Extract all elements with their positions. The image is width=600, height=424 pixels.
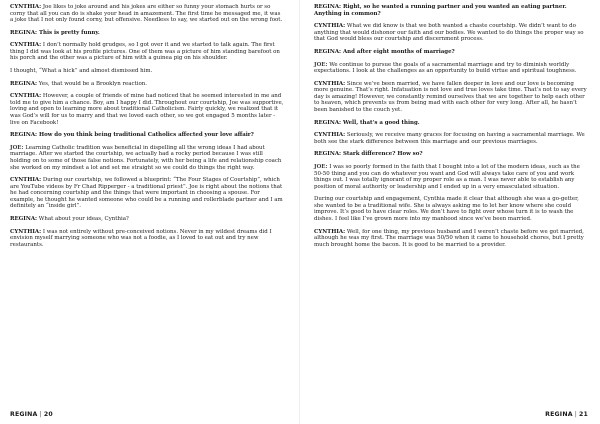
interview-paragraph [10,132,284,139]
paragraph-text: Joe likes to joke around and his jokes are either so funny your stomach hurts or so corny that all you can do is shake your head in amazement. The first time he messaged me, it was a joke that I not only found corny, but offensive. Needless to say, we started out on the wrong foot. [10,4,283,24]
folio-name: REGINA [10,411,38,418]
interview-paragraph [10,30,284,37]
folio-separator: | [574,411,577,418]
speaker-label: CYNTHIA: [10,42,42,49]
left-folio [10,411,53,418]
speaker-label: REGINA: [10,215,38,222]
speaker-label: CYNTHIA: [314,228,346,235]
speaker-label: CYNTHIA: [314,132,346,139]
interview-paragraph [314,81,588,114]
interview-paragraph [314,23,588,43]
speaker-label: CYNTHIA: [10,228,42,235]
interview-paragraph [314,120,588,127]
paragraph-text: I don’t normally hold grudges, so I got over it and we started to talk again. The first thing I did was look at his profile pictures. One of them was a picture of him standing barefoot on his porch and the other was a picture of him with a guinea pig on his shoulder. [10,42,280,62]
interview-paragraph [10,229,284,249]
speaker-label: REGINA: [10,29,38,36]
speaker-label: JOE: [314,61,328,68]
paragraph-text: Yes, that would be a Brooklyn reaction. [37,80,147,87]
paragraph-text: During our courtship, we followed a blueprint: “The Four Stages of Courtship”, which are YouTube videos by Fr Chad Ripperger - a traditional priest”. Joe is right about the notions that he had concerning courtship and the things that were important in choosing a spouse. For example, he thought he wanted someone who could be a running and rollerblade partner and I am definitely an “inside girl”. [10,177,283,210]
speaker-label: CYNTHIA: [314,80,346,87]
folio-name: REGINA [545,411,573,418]
speaker-label: JOE: [10,144,24,151]
paragraph-text: Seriously, we receive many graces for focusing on having a sacramental marriage. We both see the stark difference between this marriage and our previous marriages. [314,132,585,145]
paragraph-text: Well, that’s a good thing. [341,119,420,126]
paragraph-text: Well, for one thing, my previous husband and I weren’t chaste before we got married, although he was my first. The marriage was 50/50 when it came to household chores, but I pretty much brought home the bacon. It is good to be married to a provider. [314,228,584,248]
interview-paragraph [10,177,284,210]
speaker-label: CYNTHIA: [314,23,346,30]
paragraph-text: I was so poorly formed in the faith that I bought into a lot of the modern ideas, such as the 50-50 thing and you can do whatever you want and God will always take care of you and work things out. I was totally ignorant of my proper role as a man. I was never able to establish any position of moral authority or leadership and I ended up in a very emasculated situation. [314,164,580,190]
interview-paragraph [10,4,284,24]
speaker-label: CYNTHIA: [10,93,42,100]
interview-paragraph [314,229,588,249]
paragraph-text: Stark difference? How so? [341,151,423,158]
interview-paragraph [314,196,588,222]
paragraph-text: During our courtship and engagement, Cynthia made it clear that although she was a go-getter, she wanted to be a traditional wife. She is always asking me to let her know where she could improve. It’s good to have clear roles. We don’t have to fight over whose turn it is to wash the dishes. I feel like I’ve grown more into my manhood since we’ve been married. [314,196,579,222]
speaker-label: CYNTHIA: [10,177,42,184]
paragraph-text: We continue to pursue the goals of a sacramental marriage and try to diminish worldly expectations. I look at the challenges as an opportunity to build virtue and spiritual toughness. [314,61,577,75]
paragraph-text: This is pretty funny. [37,29,100,36]
page-number: 21 [578,411,588,418]
speaker-label: REGINA: [10,80,38,87]
interview-paragraph [10,145,284,171]
right-page [300,0,600,424]
paragraph-text: How do you think being traditional Catholics affected your love affair? [37,132,254,139]
right-folio [545,411,588,418]
paragraph-text: What we did know is that we both wanted a chaste courtship. We didn’t want to do anything that would dishonor our faith and our bodies. We wanted to do things the proper way so that God would bless our courtship and discernment process. [314,23,584,43]
left-column [10,4,284,248]
speaker-label: JOE: [314,164,328,171]
interview-paragraph [314,151,588,158]
paragraph-text: And after eight months of marriage? [341,48,455,55]
paragraph-text: What about your ideas, Cynthia? [37,215,129,222]
paragraph-text: Right, so he wanted a running partner and you wanted an eating partner. Anything in common? [314,4,567,17]
speaker-label: REGINA: [314,119,342,126]
interview-paragraph [10,81,284,88]
paragraph-text: Learning Catholic tradition was beneficial in dispelling all the wrong ideas I had about marriage. After we started the courtship, we actually had a rocky period because I was still holding on to some of those false notions. Fortunately, with her being a life and relationship coach she worked on my mindset a lot and set me straight so we could do things the right way. [10,144,282,171]
interview-paragraph [10,216,284,223]
speaker-label: CYNTHIA: [10,4,42,10]
paragraph-text: Since we’ve been married, we have fallen deeper in love and our love is becoming more genuine. That’s right. Infatuation is not love and true loves take time. That’s not to say every day is amazing! However, we constantly remind ourselves that we are together to help each other to heaven, which prevents us from being mad with each other for very long. After all, he hasn’t been banished to the couch yet. [314,80,587,113]
interview-paragraph [10,42,284,62]
paragraph-text: However, a couple of friends of mine had noticed that he seemed interested in me and told me to give him a chance. Boy, am I happy I did. Throughout our courtship, Joe was supportive, loving and open to learning more about traditional Catholicism. Fairly quickly, we realized that it was God’s will for us to marry and that we loved each other, so we got engaged 5 months later - live on Facebook! [10,93,284,126]
paragraph-text: I was not entirely without pre-conceived notions. Never in my wildest dreams did I envision myself marrying someone who was not a foodie, as I loved to eat out and try new restaurants. [10,228,272,248]
interview-paragraph [10,68,284,75]
speaker-label: REGINA: [314,151,342,158]
interview-paragraph [10,93,284,126]
paragraph-text: I thought, “What a hick” and almost dismissed him. [10,68,153,75]
page-number: 20 [43,411,53,418]
folio-separator: | [39,411,42,418]
speaker-label: REGINA: [314,48,342,55]
interview-paragraph [314,132,588,145]
interview-paragraph [314,49,588,56]
interview-paragraph [314,62,588,75]
speaker-label: REGINA: [10,132,38,139]
right-column [314,4,588,248]
interview-paragraph [314,164,588,190]
speaker-label: REGINA: [314,4,342,10]
interview-paragraph [314,4,588,17]
